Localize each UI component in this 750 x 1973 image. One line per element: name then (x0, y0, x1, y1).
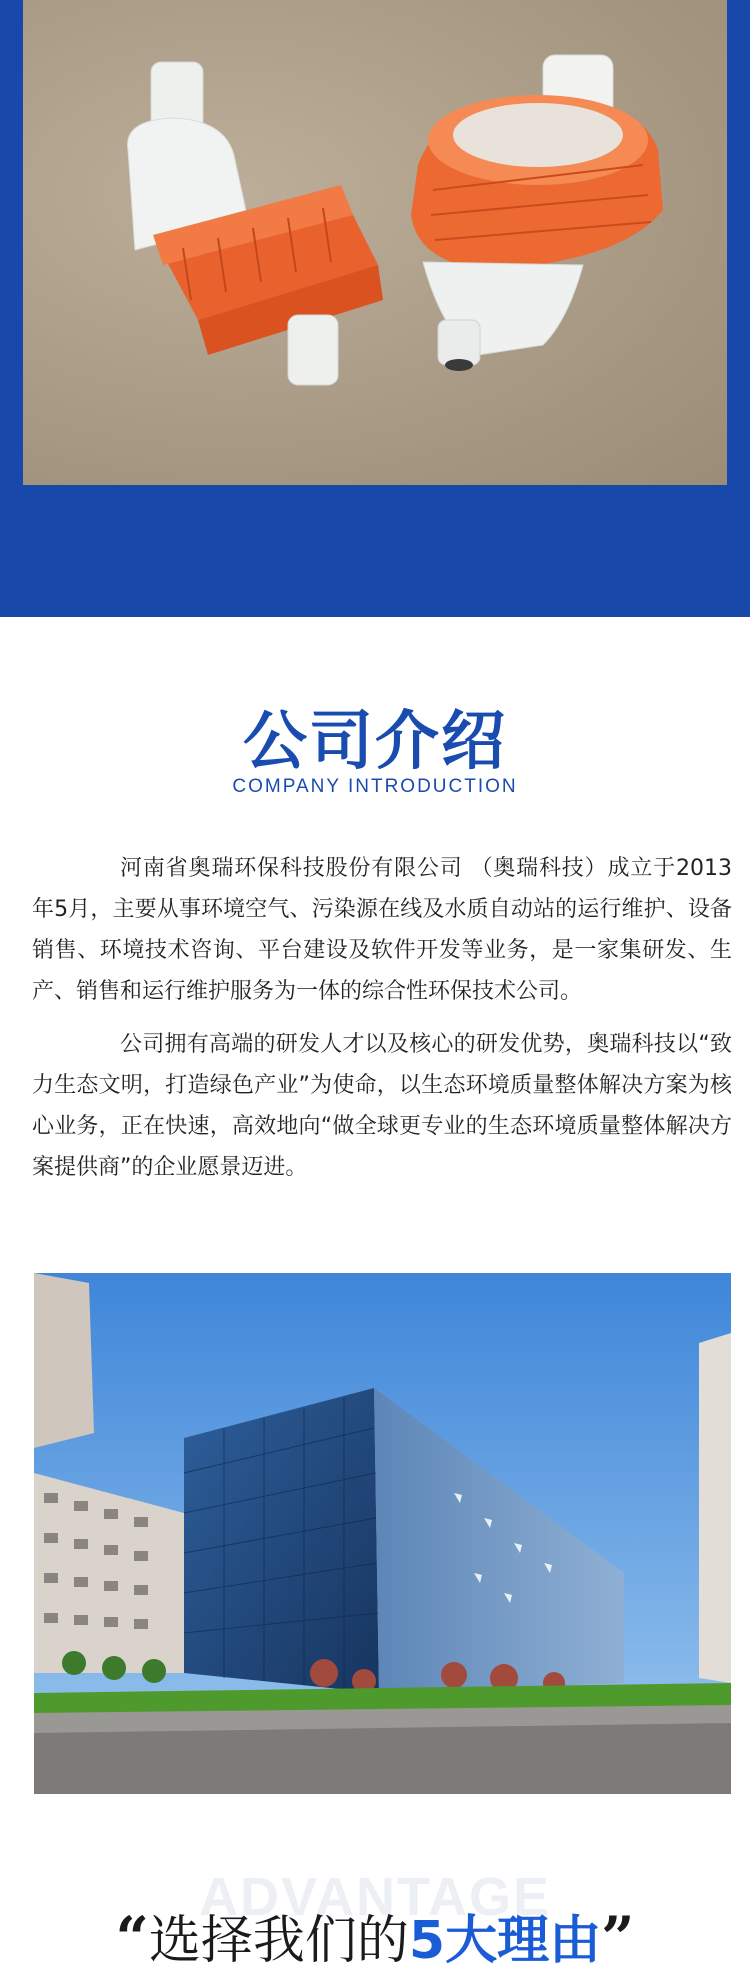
section-title-company: 公司介绍 (243, 705, 507, 779)
office-building-illustration (34, 1273, 731, 1794)
filter-cartridge-illustration (23, 0, 727, 485)
section-subtitle-company: COMPANY INTRODUCTION (232, 776, 518, 797)
intro-paragraph: 公司拥有高端的研发人才以及核心的研发优势，奥瑞科技以“致力生态文明，打造绿色产业”为使命，以生态环境质量整体解决方案为核心业务，正在快速，高效地向“做全球更专业的生态环境质量整体解决方案提供商”的企业愿景迈进。 (32, 1032, 732, 1180)
close-quote: ” (601, 1904, 635, 1972)
open-quote: “ (115, 1904, 149, 1972)
top-banner (0, 0, 750, 617)
advantage-heading-prefix: 选择我们的 (148, 1911, 409, 1971)
advantage-heading (0, 1898, 750, 1973)
company-intro-text (32, 848, 732, 1200)
advantage-watermark: ADVANTAGE (199, 1867, 551, 1927)
advantage-heading-accent: 5大理由 (408, 1911, 602, 1971)
office-building-photo (34, 1273, 731, 1794)
intro-paragraph: 河南省奥瑞环保科技股份有限公司 （奥瑞科技）成立于2013年5月，主要从事环境空气、污染源在线及水质自动站的运行维护、设备销售、环境技术咨询、平台建设及软件开发等业务，是一家集研发、生产、销售和运行维护服务为一体的综合性环保技术公司。 (32, 856, 732, 1004)
filter-cartridge-photo (23, 0, 727, 485)
